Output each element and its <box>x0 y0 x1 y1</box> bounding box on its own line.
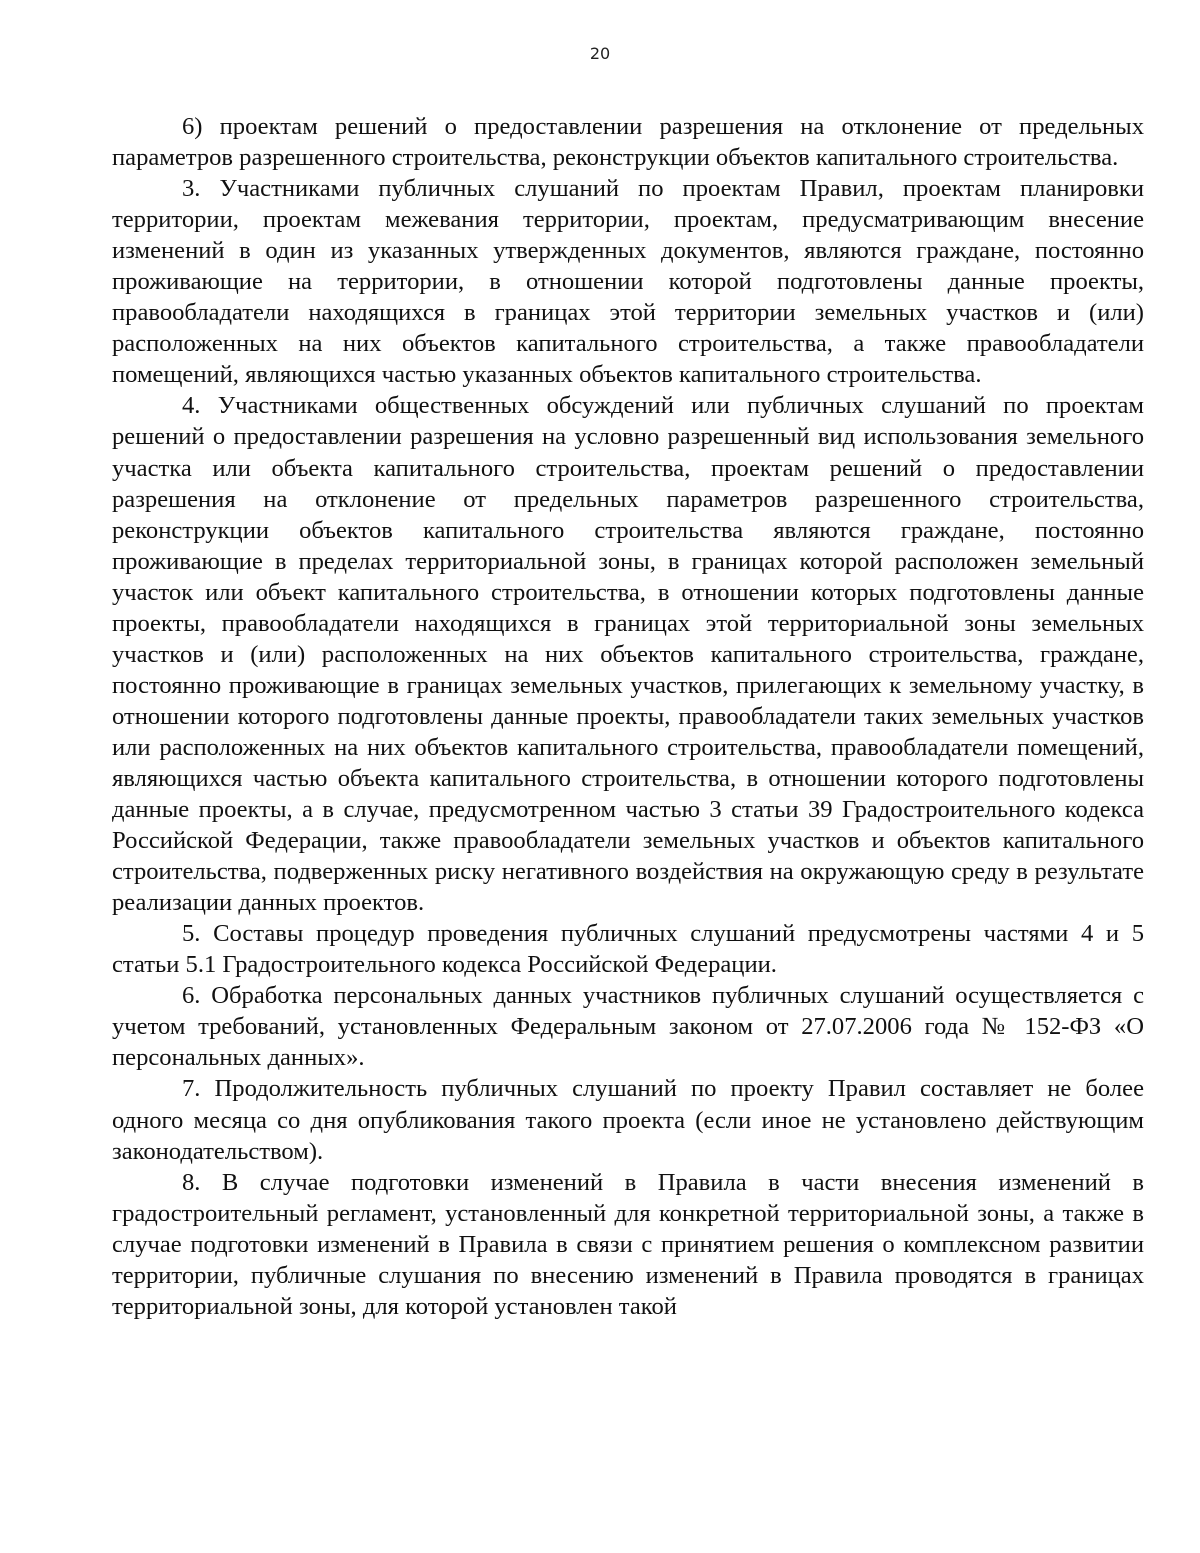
paragraph-5-procedures: 5. Составы процедур проведения публичных слушаний предусмотрены частями 4 и 5 статьи 5.1 Градостроительного кодекса Российской Федерации. <box>112 920 1144 979</box>
paragraph-6-personal-data: 6. Обработка персональных данных участников публичных слушаний осуществляется с учетом требований, установленных Федеральным законом от 27.07.2006 года № 152-ФЗ «О персональных данных». <box>112 982 1144 1072</box>
paragraph-4-participants-discussions: 4. Участниками общественных обсуждений или публичных слушаний по проектам решений о предоставлении разрешения на условно разрешенный вид использования земельного участка или объекта капитального строительства, проектам решений о предоставлении разрешения на отклонение от предельных параметров разрешенного строительства, реконструкции объектов капитального строительства являются граждане, постоянно проживающие в пределах территориальной зоны, в границах которой расположен земельный участок или объект капитального строительства, в отношении которых подготовлены данные проекты, правообладатели находящихся в границах этой территориальной зоны земельных участков и (или) расположенных на них объектов капитального строительства, граждане, постоянно проживающие в границах земельных участков, прилегающих к земельному участку, в отношении которого подготовлены данные проекты, правообладатели таких земельных участков или расположенных на них объектов капитального строительства, правообладатели помещений, являющихся частью объекта капитального строительства, в отношении которого подготовлены данные проекты, а в случае, предусмотренном частью 3 статьи 39 Градостроительного кодекса Российской Федерации, также правообладатели земельных участков и объектов капитального строительства, подверженных риску негативного воздействия на окружающую среду в результате реализации данных проектов. <box>112 392 1144 917</box>
document-body <box>112 111 1144 1322</box>
paragraph-3-participants: 3. Участниками публичных слушаний по проектам Правил, проектам планировки территории, проектам межевания территории, проектам, предусматривающим внесение изменений в один из указанных утвержденных документов, являются граждане, постоянно проживающие на территории, в отношении которой подготовлены данные проекты, правообладатели находящихся в границах этой территории земельных участков и (или) расположенных на них объектов капитального строительства, а также правообладатели помещений, являющихся частью указанных объектов капитального строительства. <box>112 175 1144 389</box>
page-number: 20 <box>589 44 611 63</box>
paragraph-8-changes: 8. В случае подготовки изменений в Правила в части внесения изменений в градостроительный регламент, установленный для конкретной территориальной зоны, а также в случае подготовки изменений в Правила в связи с принятием решения о комплексном развитии территории, публичные слушания по внесению изменений в Правила проводятся в границах территориальной зоны, для которой установлен такой <box>112 1168 1144 1320</box>
paragraph-6-projects: 6) проектам решений о предоставлении разрешения на отклонение от предельных параметров разрешенного строительства, реконструкции объектов капитального строительства. <box>112 113 1144 172</box>
paragraph-7-duration: 7. Продолжительность публичных слушаний по проекту Правил составляет не более одного месяца со дня опубликования такого проекта (если иное не установлено действующим законодательством). <box>112 1075 1144 1165</box>
